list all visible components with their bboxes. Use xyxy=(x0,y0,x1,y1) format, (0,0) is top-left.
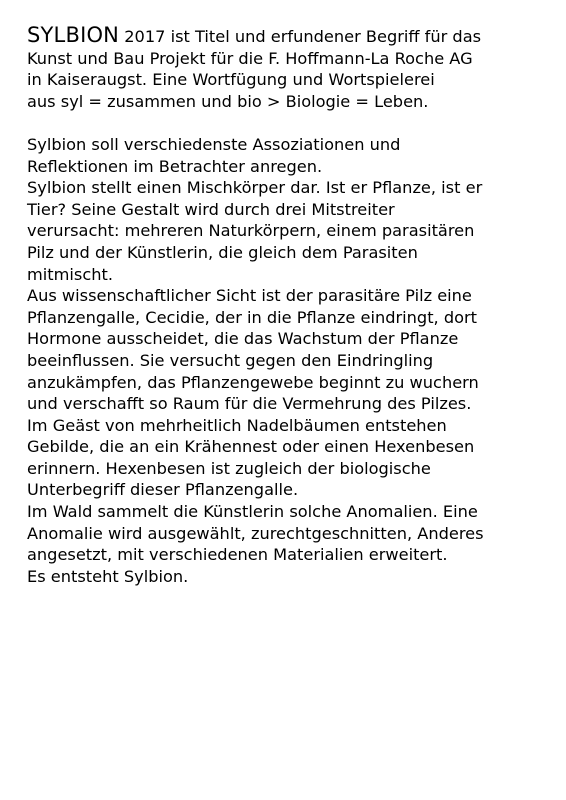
intro-line: Kunst und Bau Projekt für die F. Hoffmann-La Roche AG xyxy=(27,48,473,68)
intro-line-1-text: 2017 ist Titel und erfundener Begriff für das xyxy=(119,27,482,46)
body-line: Es entsteht Sylbion. xyxy=(27,566,189,586)
body-line: Tier? Seine Gestalt wird durch drei Mitstreiter xyxy=(27,199,395,219)
body-line: Sylbion stellt einen Mischkörper dar. Ist er Pflanze, ist er xyxy=(27,178,483,198)
paragraph-spacer xyxy=(27,112,557,134)
body-line: Pilz und der Künstlerin, die gleich dem Parasiten xyxy=(27,242,418,262)
body-line: Gebilde, die an ein Krähennest oder einen Hexenbesen xyxy=(27,437,475,457)
body-line: verursacht: mehreren Naturkörpern, einem parasitären xyxy=(27,221,475,241)
body-line: Unterbegriff dieser Pflanzengalle. xyxy=(27,480,299,500)
body-line: Im Geäst von mehrheitlich Nadelbäumen entstehen xyxy=(27,415,447,435)
body-line: beeinflussen. Sie versucht gegen den Eindringling xyxy=(27,350,434,370)
body-line: Aus wissenschaftlicher Sicht ist der parasitäre Pilz eine xyxy=(27,286,472,306)
intro-line: in Kaiseraugst. Eine Wortfügung und Wortspielerei xyxy=(27,70,435,90)
body-line: angesetzt, mit verschiedenen Materialien erweitert. xyxy=(27,545,448,565)
document-title: SYLBION xyxy=(27,23,120,47)
body-line: mitmischt. xyxy=(27,264,113,284)
body-line: Anomalie wird ausgewählt, zurechtgeschnitten, Anderes xyxy=(27,523,484,543)
body-line: und verschafft so Raum für die Vermehrung des Pilzes. xyxy=(27,394,472,414)
body-line: Pflanzengalle, Cecidie, der in die Pflanze eindringt, dort xyxy=(27,307,478,327)
body-line: Sylbion soll verschiedenste Assoziationen und xyxy=(27,134,401,154)
intro-line-1 xyxy=(27,25,557,48)
body-line: Reflektionen im Betrachter anregen. xyxy=(27,156,323,176)
document-page xyxy=(27,25,557,587)
body-line: erinnern. Hexenbesen ist zugleich der biologische xyxy=(27,458,431,478)
body-line: Hormone ausscheidet, die das Wachstum der Pflanze xyxy=(27,329,459,349)
body-line: anzukämpfen, das Pflanzengewebe beginnt zu wuchern xyxy=(27,372,479,392)
intro-line: aus syl = zusammen und bio > Biologie = Leben. xyxy=(27,91,429,111)
body-line: Im Wald sammelt die Künstlerin solche Anomalien. Eine xyxy=(27,502,478,522)
